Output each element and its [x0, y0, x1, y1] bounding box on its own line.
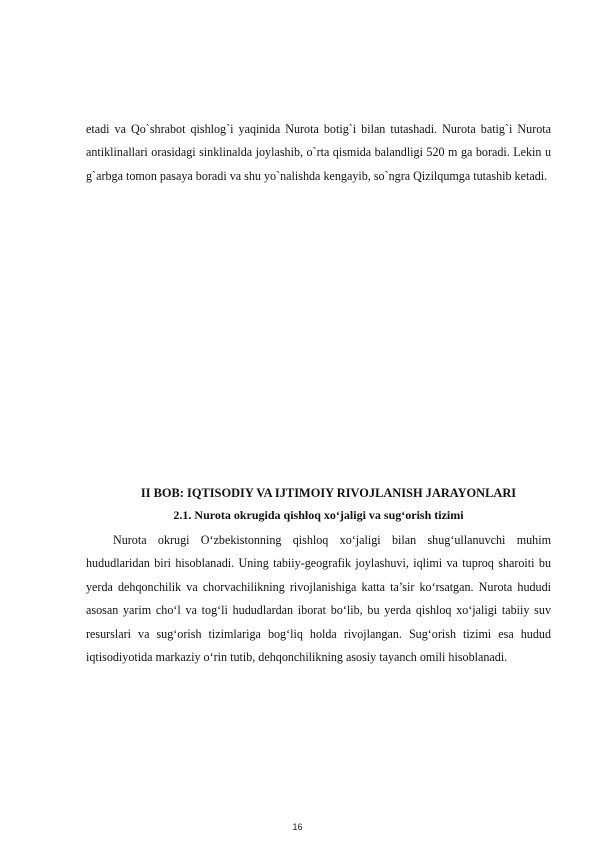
chapter-heading: II BOB: IQTISODIY VA IJTIMOIY RIVOJLANISH JARAYONLARI — [140, 486, 517, 500]
paragraph-body: Nurota okrugi O‘zbekistonning qishloq xo‘jaligi bilan shug‘ullanuvchi muhim hududlaridan biri hisoblanadi. Uning tabiiy-geografik joylashuvi, iqlimi va tuproq sharoiti bu yerda dehqonchilik va chorvachilikning rivojlanishiga katta ta’sir ko‘rsatgan. Nurota hududi asosan yarim cho‘l va tog‘li hududlardan iborat bo‘lib, bu yerda qishloq xo‘jaligi tabiiy suv resurslari va sug‘orish tizimlariga bog‘liq holda rivojlangan. Sug‘orish tizimi esa hudud iqtisodiyotida markaziy o‘rin tutib, dehqonchilikning asosiy tayanch omili hisoblanadi. — [86, 533, 551, 665]
page-number: 16 — [292, 822, 303, 832]
section-heading: 2.1. Nurota okrugida qishloq xo‘jaligi va sug‘orish tizimi — [173, 508, 464, 522]
paragraph-top: etadi va Qo`shrabot qishlog`i yaqinida Nurota botig`i bilan tutashadi. Nurota batig`i Nurota antiklinallari orasidagi sinklinalda joylashib, o`rta qismida balandligi 520 m ga boradi. Lekin u g`arbga tomon pasaya boradi va shu yo`nalishda kengayib, so`ngra Qizilqumga tutashib ketadi. — [86, 122, 551, 183]
